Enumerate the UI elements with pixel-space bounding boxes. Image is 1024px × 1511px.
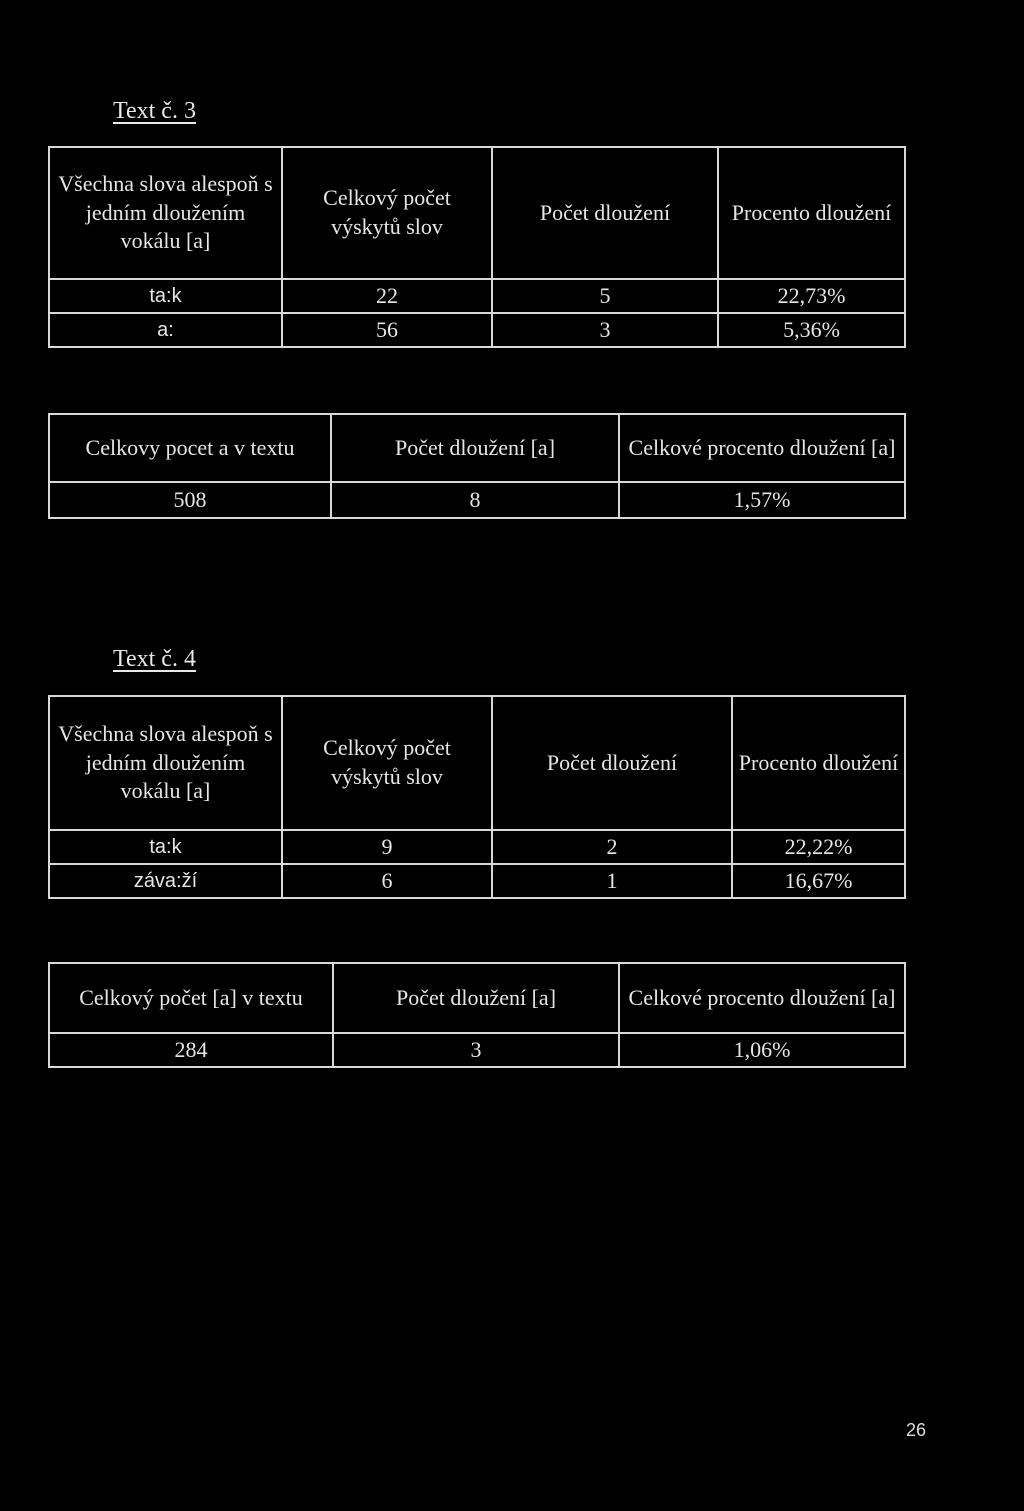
value-cell: 1,57% xyxy=(619,482,905,518)
table-row xyxy=(49,313,905,347)
value-cell: 5,36% xyxy=(718,313,905,347)
header-cell: Procento dloužení xyxy=(718,147,905,279)
word-cell: a: xyxy=(49,313,282,347)
value-cell: 1 xyxy=(492,864,732,898)
header-cell: Celkovy pocet a v textu xyxy=(49,414,331,482)
table-row xyxy=(49,279,905,313)
header-cell: Počet dloužení xyxy=(492,147,718,279)
word-cell: záva:ží xyxy=(49,864,282,898)
table-row xyxy=(49,482,905,518)
value-cell: 3 xyxy=(492,313,718,347)
word-cell: ta:k xyxy=(49,279,282,313)
table-row xyxy=(49,830,905,864)
value-cell: 5 xyxy=(492,279,718,313)
word-cell: ta:k xyxy=(49,830,282,864)
value-cell: 3 xyxy=(333,1033,619,1067)
header-cell: Počet dloužení xyxy=(492,696,732,830)
header-cell: Počet dloužení [a] xyxy=(331,414,619,482)
text3-words-table xyxy=(48,146,906,348)
value-cell: 508 xyxy=(49,482,331,518)
page-number: 26 xyxy=(906,1420,927,1440)
header-cell: Počet dloužení [a] xyxy=(333,963,619,1033)
text4-summary-table xyxy=(48,962,906,1068)
header-cell: Celkový počet výskytů slov xyxy=(282,147,492,279)
header-cell: Celkové procento dloužení [a] xyxy=(619,414,905,482)
header-cell: Celkové procento dloužení [a] xyxy=(619,963,905,1033)
value-cell: 6 xyxy=(282,864,492,898)
value-cell: 22 xyxy=(282,279,492,313)
section-heading-text-3: Text č. 3 xyxy=(113,98,196,124)
value-cell: 9 xyxy=(282,830,492,864)
value-cell: 22,73% xyxy=(718,279,905,313)
value-cell: 8 xyxy=(331,482,619,518)
table-row xyxy=(49,864,905,898)
value-cell: 1,06% xyxy=(619,1033,905,1067)
value-cell: 56 xyxy=(282,313,492,347)
text4-words-table xyxy=(48,695,906,899)
header-cell: Všechna slova alespoň s jedním dloužením vokálu [a] xyxy=(49,696,282,830)
header-cell: Všechna slova alespoň s jedním dloužením vokálu [a] xyxy=(49,147,282,279)
header-cell: Procento dloužení xyxy=(732,696,905,830)
value-cell: 284 xyxy=(49,1033,333,1067)
header-cell: Celkový počet [a] v textu xyxy=(49,963,333,1033)
value-cell: 16,67% xyxy=(732,864,905,898)
value-cell: 22,22% xyxy=(732,830,905,864)
value-cell: 2 xyxy=(492,830,732,864)
section-heading-text-4: Text č. 4 xyxy=(113,646,196,672)
text3-summary-table xyxy=(48,413,906,519)
table-row xyxy=(49,1033,905,1067)
header-cell: Celkový počet výskytů slov xyxy=(282,696,492,830)
